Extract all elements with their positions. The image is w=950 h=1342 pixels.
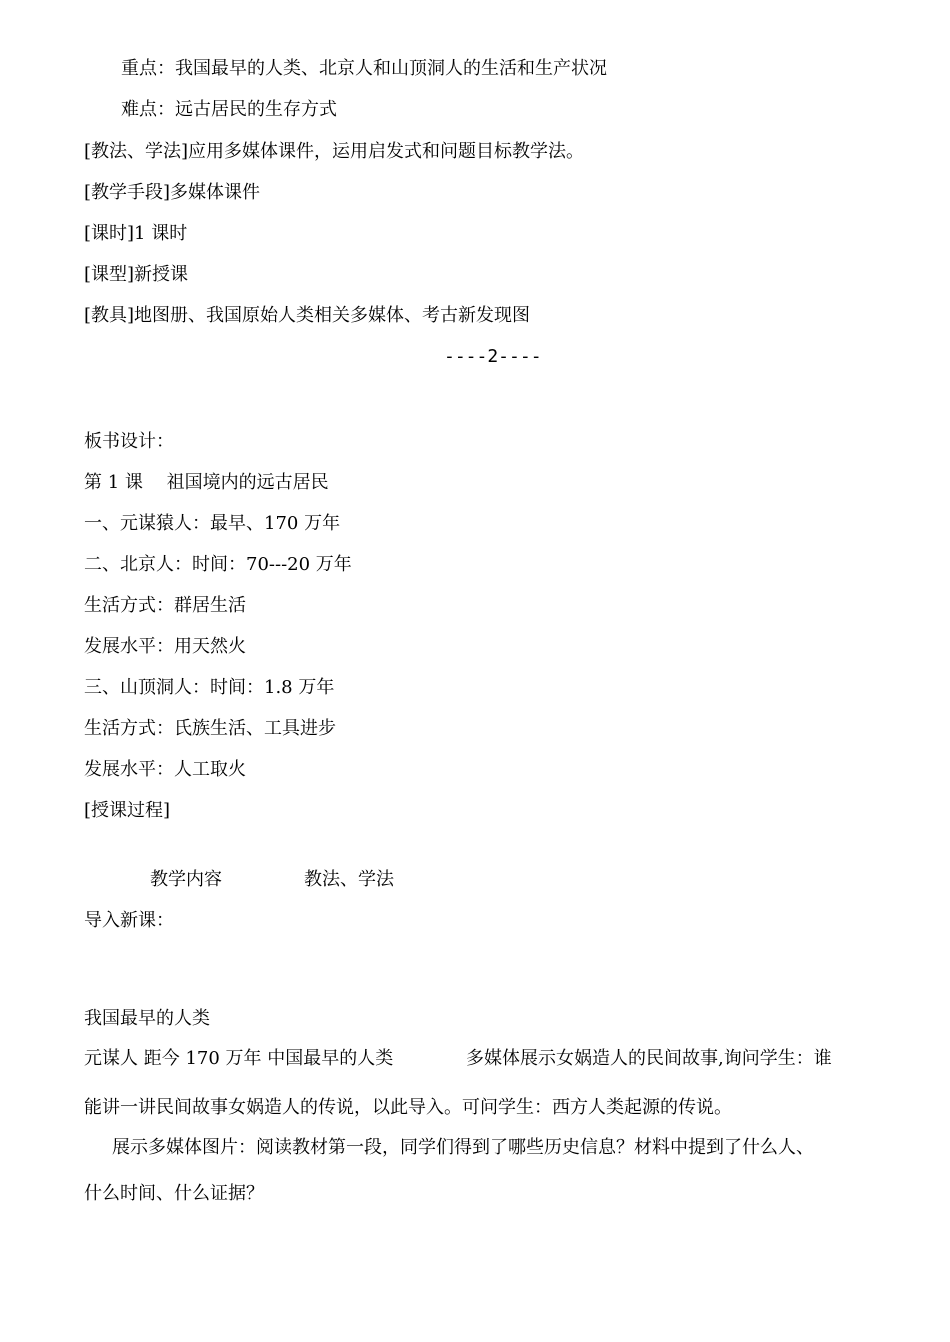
column-header-content: 教学内容 [150, 869, 222, 890]
teaching-tools: [教具]地图册、我国原始人类相关多媒体、考古新发现图 [84, 305, 531, 326]
class-type: [课型]新授课 [84, 264, 189, 285]
board-heading: 板书设计： [84, 431, 174, 452]
lesson-title: 第 1 课 祖国境内的远古居民 [84, 472, 329, 493]
board-item: 一、元谋猿人：最早、170 万年 [84, 513, 341, 534]
difficult-point: 难点：远古居民的生存方式 [121, 99, 337, 120]
class-period: [课时]1 课时 [84, 223, 188, 244]
section-title: 我国最早的人类 [84, 1008, 210, 1029]
page-number: ----2---- [444, 346, 542, 367]
column-header-method: 教法、学法 [304, 869, 394, 890]
intro-label: 导入新课： [84, 910, 174, 931]
teaching-method: [教法、学法]应用多媒体课件，运用启发式和问题目标教学法。 [84, 141, 585, 162]
paragraph: 展示多媒体图片：阅读教材第一段，同学们得到了哪些历史信息？材料中提到了什么人、 [112, 1137, 814, 1158]
paragraph: 什么时间、什么证据？ [84, 1183, 264, 1204]
key-point: 重点：我国最早的人类、北京人和山顶洞人的生活和生产状况 [121, 58, 607, 79]
board-item: 发展水平：用天然火 [84, 636, 246, 657]
paragraph: 能讲一讲民间故事女娲造人的传说，以此导入。可问学生：西方人类起源的传说。 [84, 1097, 732, 1118]
board-item: 生活方式：群居生活 [84, 595, 246, 616]
board-item: 三、山顶洞人：时间：1.8 万年 [84, 677, 335, 698]
board-item: 生活方式：氏族生活、工具进步 [84, 718, 336, 739]
process-heading: [授课过程] [84, 800, 171, 821]
teaching-means: [教学手段]多媒体课件 [84, 182, 261, 203]
board-item: 发展水平：人工取火 [84, 759, 246, 780]
row-content: 元谋人 距今 170 万年 中国最早的人类 [84, 1048, 394, 1069]
board-item: 二、北京人：时间：70---20 万年 [84, 554, 352, 575]
row-method: 多媒体展示女娲造人的民间故事,询问学生：谁 [466, 1048, 832, 1069]
